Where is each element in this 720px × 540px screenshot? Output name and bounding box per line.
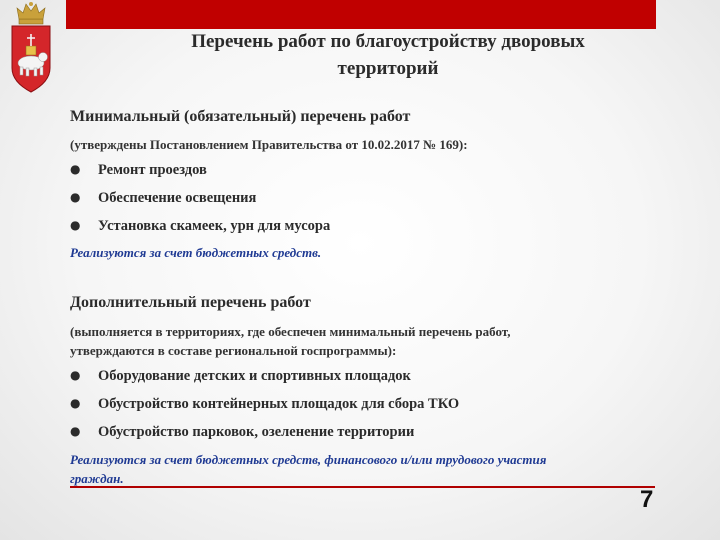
bullet-dot-icon: ● — [70, 368, 81, 382]
additional-list-note — [70, 322, 510, 360]
slide-title-line-1: Перечень работ по благоустройству дворовых — [191, 31, 585, 52]
additional-funding-line-1: Реализуются за счет бюджетных средств, финансового и/или трудового участия — [70, 452, 547, 467]
bullet-dot-icon: ● — [70, 162, 81, 176]
bullet-dot-icon: ● — [70, 218, 81, 232]
slide-title-line-2: территорий — [337, 58, 439, 79]
top-red-bar — [66, 0, 656, 29]
list-item-text: Ремонт проездов — [98, 162, 207, 178]
list-item-text: Обеспечение освещения — [98, 190, 257, 206]
bullet-dot-icon: ● — [70, 190, 81, 204]
additional-list-note-line-1: (выполняется в территориях, где обеспечен минимальный перечень работ, — [70, 324, 511, 339]
additional-funding-note — [70, 450, 546, 488]
minimal-list-note: (утверждены Постановлением Правительства от 10.02.2017 № 169): — [70, 137, 468, 152]
list-item-text: Обустройство парковок, озеленение территории — [98, 424, 415, 440]
bottom-divider — [70, 486, 655, 488]
additional-funding-line-2: граждан. — [70, 471, 124, 486]
bullet-dot-icon: ● — [70, 424, 81, 438]
list-item-text: Обустройство контейнерных площадок для сбора ТКО — [98, 396, 460, 412]
additional-list-heading: Дополнительный перечень работ — [70, 294, 311, 311]
page-number: 7 — [640, 486, 654, 513]
additional-list-note-line-2: утверждаются в составе региональной госпрограммы): — [70, 343, 397, 358]
bullet-dot-icon: ● — [70, 396, 81, 410]
list-item-text: Оборудование детских и спортивных площадок — [98, 368, 411, 384]
minimal-list-heading: Минимальный (обязательный) перечень работ — [70, 108, 411, 125]
slide-title — [110, 28, 666, 82]
minimal-funding-note: Реализуются за счет бюджетных средств. — [70, 245, 322, 260]
perm-krai-coat-of-arms-icon — [4, 0, 58, 96]
list-item-text: Установка скамеек, урн для мусора — [98, 218, 331, 234]
